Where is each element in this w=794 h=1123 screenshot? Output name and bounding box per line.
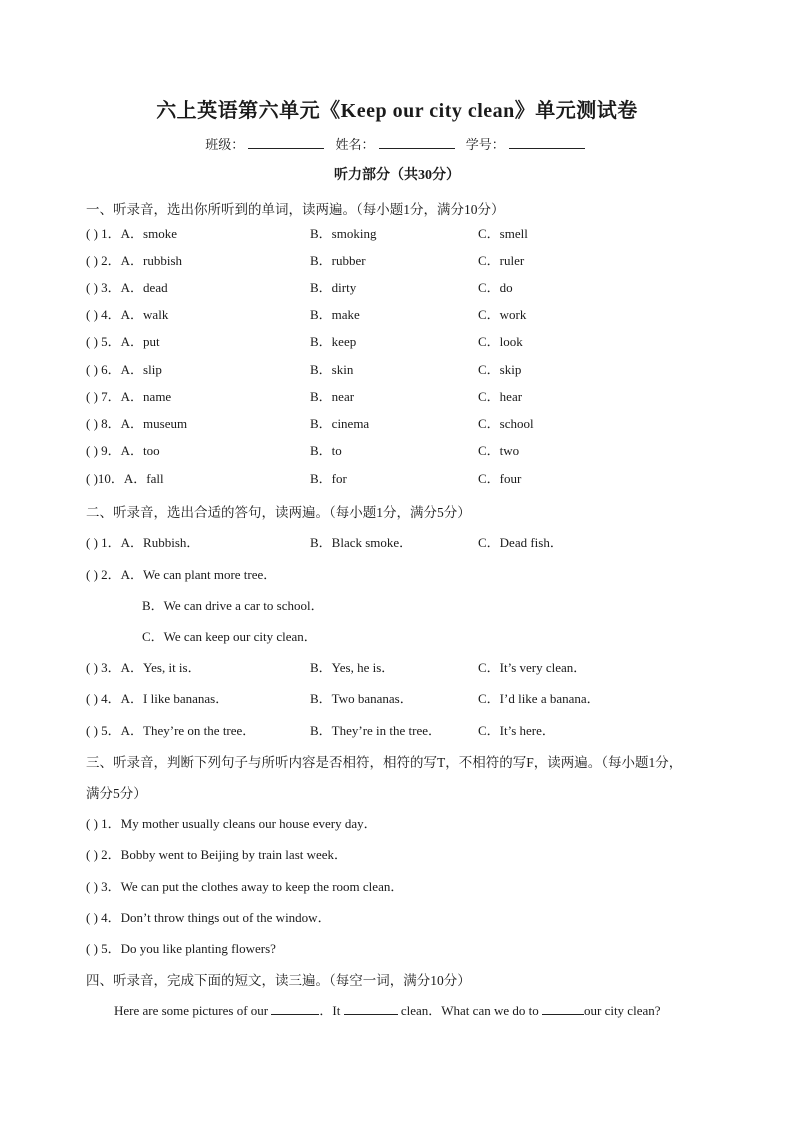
item-option-c: C．work: [478, 307, 527, 322]
item-option-b: B．rubber: [310, 253, 366, 268]
section3-title-line1: 三、听录音，判断下列句子与所听内容是否相符，相符的写T，不相符的写F，读两遍。（每小题1分，: [86, 755, 683, 770]
q1-option-a: ( ) 1．A．Rubbish．: [86, 535, 200, 550]
section3-item: ( ) 1．My mother usually cleans our house every day．: [86, 816, 377, 831]
section4-title: 四、听录音，完成下面的短文，读三遍。（每空一词，满分10分）: [86, 973, 471, 988]
id-label: 学号：: [465, 137, 505, 152]
q5-option-b: B．They’re in the tree．: [310, 723, 442, 738]
item-option-b: B．smoking: [310, 226, 377, 241]
item-option-c: C．skip: [478, 362, 522, 377]
section3-item: ( ) 3．We can put the clothes away to keep the room clean．: [86, 879, 404, 894]
section2-q2: [86, 564, 726, 582]
q1-option-b: B．Black smoke．: [310, 535, 413, 550]
item-option-a: ( ) 2．A．rubbish: [86, 253, 183, 268]
section3-item: ( ) 5．Do you like planting flowers?: [86, 941, 276, 956]
section2-q1: [86, 532, 726, 550]
name-label: 姓名：: [335, 137, 375, 152]
item-option-b: B．for: [310, 471, 347, 486]
q3-option-c: C．It’s very clean．: [478, 660, 587, 675]
page-title: 六上英语第六单元《Keep our city clean》单元测试卷: [156, 100, 638, 122]
item-option-c: C．school: [478, 416, 534, 431]
class-label: 班级：: [205, 137, 245, 152]
q3-option-a: ( ) 3．A．Yes, it is．: [86, 660, 201, 675]
q5-option-c: C．It’s here．: [478, 723, 555, 738]
item-option-b: B．dirty: [310, 280, 357, 295]
passage-part4: our city clean?: [583, 1003, 661, 1018]
section1-item: [86, 440, 726, 458]
class-blank[interactable]: [248, 136, 324, 149]
section1-item: [86, 386, 726, 404]
item-option-b: B．skin: [310, 362, 354, 377]
item-option-c: C．four: [478, 471, 522, 486]
section1-item: [86, 413, 726, 431]
passage-blank-2[interactable]: [344, 1002, 398, 1015]
section2-title: 二、听录音，选出合适的答句，读两遍。（每小题1分，满分5分）: [86, 505, 471, 520]
item-option-b: B．near: [310, 389, 355, 404]
section2-q4: [86, 688, 726, 706]
item-option-c: C．do: [478, 280, 513, 295]
item-option-c: C．two: [478, 443, 520, 458]
student-info-line: [0, 134, 794, 153]
q2-option-b: B．We can drive a car to school．: [142, 598, 324, 613]
section1-item: [86, 304, 726, 322]
item-option-a: ( ) 5．A．put: [86, 334, 160, 349]
passage-part1: Here are some pictures of our: [114, 1003, 269, 1018]
item-option-a: ( ) 4．A．walk: [86, 307, 169, 322]
item-option-c: C．ruler: [478, 253, 525, 268]
section1-item: [86, 468, 726, 486]
item-option-a: ( ) 1．A．smoke: [86, 226, 177, 241]
passage-part2: ．It: [319, 1003, 341, 1018]
item-option-b: B．make: [310, 307, 360, 322]
section3-item: ( ) 4．Don’t throw things out of the window．: [86, 910, 331, 925]
item-option-a: ( ) 3．A．dead: [86, 280, 168, 295]
q4-option-a: ( ) 4．A．I like bananas．: [86, 691, 229, 706]
section1-item: [86, 250, 726, 268]
item-option-b: B．cinema: [310, 416, 370, 431]
item-option-c: C．smell: [478, 226, 528, 241]
section1-item: [86, 277, 726, 295]
passage-blank-3[interactable]: [542, 1002, 584, 1015]
item-option-a: ( ) 6．A．slip: [86, 362, 162, 377]
item-option-b: B．to: [310, 443, 342, 458]
item-option-a: ( ) 7．A．name: [86, 389, 172, 404]
section1-item: [86, 223, 726, 241]
q2-option-c: C．We can keep our city clean．: [142, 629, 317, 644]
listening-heading: 听力部分（共30分）: [334, 168, 460, 183]
q5-option-a: ( ) 5．A．They’re on the tree．: [86, 723, 256, 738]
section1-item: [86, 331, 726, 349]
section3-title-line2: 满分5分）: [86, 786, 147, 801]
q2-option-a: ( ) 2．A．We can plant more tree．: [86, 567, 277, 582]
section1-title: 一、听录音，选出你所听到的单词，读两遍。（每小题1分，满分10分）: [86, 202, 505, 217]
passage-part3: clean．What can we do to: [400, 1003, 539, 1018]
q3-option-b: B．Yes, he is．: [310, 660, 395, 675]
id-blank[interactable]: [509, 136, 585, 149]
q4-option-b: B．Two bananas．: [310, 691, 413, 706]
section4-passage: [114, 1000, 661, 1019]
passage-blank-1[interactable]: [271, 1002, 319, 1015]
item-option-a: ( ) 8．A．museum: [86, 416, 188, 431]
section2-q3: [86, 657, 726, 675]
item-option-a: ( )10．A．fall: [86, 471, 164, 486]
section1-item: [86, 359, 726, 377]
name-blank[interactable]: [379, 136, 455, 149]
item-option-b: B．keep: [310, 334, 357, 349]
item-option-c: C．hear: [478, 389, 523, 404]
section2-q5: [86, 720, 726, 738]
item-option-c: C．look: [478, 334, 523, 349]
q4-option-c: C．I’d like a banana．: [478, 691, 600, 706]
item-option-a: ( ) 9．A．too: [86, 443, 160, 458]
q1-option-c: C．Dead fish．: [478, 535, 563, 550]
section3-item: ( ) 2．Bobby went to Beijing by train last week．: [86, 847, 348, 862]
